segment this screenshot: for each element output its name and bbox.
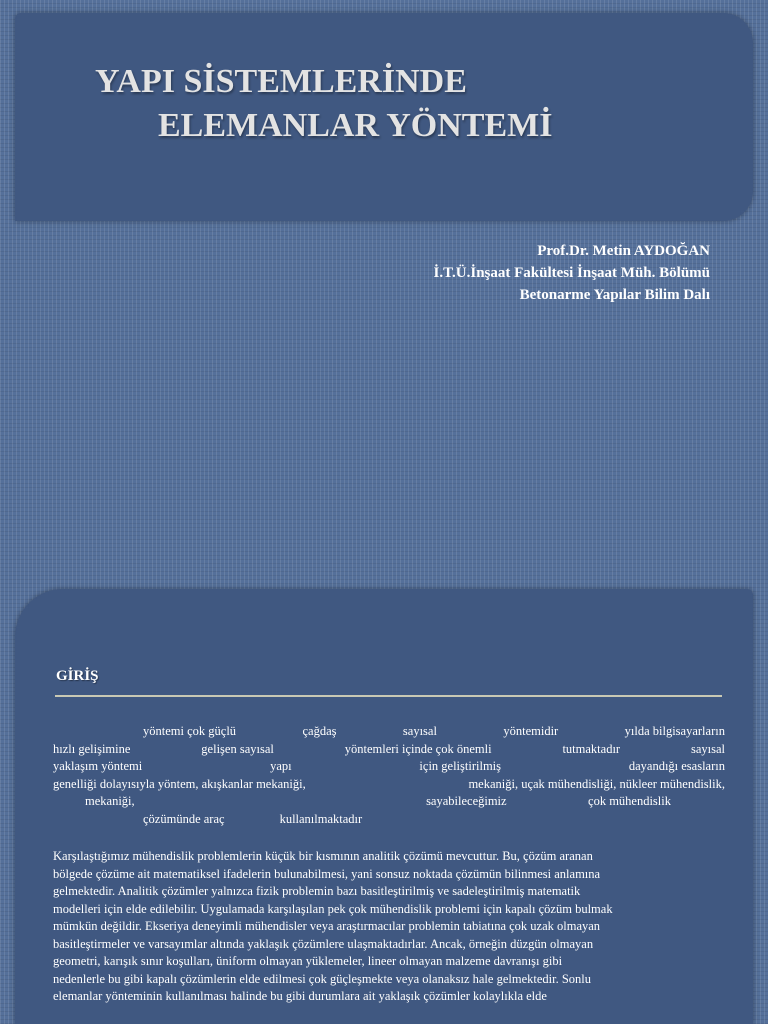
- slide-title: [95, 60, 553, 148]
- text-fragment: çağdaş: [302, 724, 337, 738]
- paragraph-line: [53, 741, 725, 759]
- text-fragment: kullanılmaktadır: [279, 811, 363, 826]
- intro-paragraph: [53, 723, 725, 828]
- text-fragment: genelliği dolayısıyla yöntem, akışkanlar mekaniği,: [53, 776, 306, 791]
- text-fragment: çok mühendislik: [588, 794, 671, 808]
- text-fragment: mekaniği,: [85, 794, 135, 808]
- paragraph-line: [53, 758, 725, 776]
- author-block: [434, 240, 710, 306]
- text-fragment: yaklaşım yöntemi: [53, 759, 143, 773]
- text-fragment: mekaniği, uçak mühendisliği, nükleer mühendislik,: [468, 776, 725, 791]
- paragraph-line: Karşılaştığımız mühendislik problemlerin küçük bir kısmının analitik çözümü mevcuttur. Bu, çözüm aranan: [53, 849, 593, 863]
- paragraph-line: basitleştirmeler ve varsayımlar altında yaklaşık çözümlere ulaşmaktadırlar. Ancak, örneğin düzgün olmayan: [53, 936, 594, 951]
- paragraph-line: [53, 776, 725, 794]
- paragraph-line: nedenlerle bu gibi kapalı çözümlerin elde edilmesi çok güçleşmekte veya olanaksız hale gelmektedir. Sonlu: [53, 971, 592, 986]
- text-fragment: sayabileceğimiz: [426, 794, 507, 808]
- text-fragment: sayısal: [690, 741, 725, 756]
- text-fragment: için geliştirilmiş: [419, 759, 502, 773]
- heading-divider: [55, 695, 722, 697]
- paragraph-line: geometri, karışık sınır koşulları, üniform olmayan yüklemeler, lineer olmayan malzeme davranışı gibi: [53, 954, 563, 968]
- paragraph-line: bölgede çözüme ait matematiksel ifadelerin bulunabilmesi, yani sonsuz noktada çözümün bilinmesi anlamına: [53, 866, 601, 881]
- paragraph-line: gelmektedir. Analitik çözümler yalnızca fizik problemin bazı basitleştirilmiş ve sadeleştirilmiş matematik: [53, 884, 581, 898]
- text-fragment: yılda bilgisayarların: [624, 724, 725, 738]
- text-fragment: çözümünde araç: [143, 811, 225, 826]
- text-fragment: yöntemidir: [503, 724, 559, 738]
- text-fragment: yöntemi çok güçlü: [143, 724, 237, 738]
- text-fragment: hızlı gelişimine: [53, 741, 131, 756]
- text-fragment: gelişen sayısal: [201, 741, 274, 756]
- section-heading: GİRİŞ: [56, 668, 99, 684]
- paragraph-line: [53, 723, 725, 741]
- paragraph-line: [53, 793, 725, 811]
- body-paragraph: [53, 848, 725, 1006]
- paragraph-line: modelleri için elde edilebilir. Uygulamada karşılaşılan pek çok mühendislik problemi için kapalı çözüm bulmak: [53, 901, 613, 916]
- paragraph-line: mümkün değildir. Ekseriya deneyimli mühendisler veya araştırmacılar problemin tabiatına çok uzak olmayan: [53, 919, 601, 933]
- text-fragment: yapı: [270, 759, 292, 773]
- author-faculty: İ.T.Ü.İnşaat Fakültesi İnşaat Müh. Bölümü: [433, 265, 710, 281]
- text-fragment: dayandığı esasların: [628, 759, 725, 773]
- text-fragment: sayısal: [402, 724, 437, 738]
- paragraph-line: elemanlar yönteminin kullanılması halinde bu gibi durumlara ait yaklaşık çözümler kolaylıkla elde: [53, 989, 547, 1003]
- title-line-1: YAPI SİSTEMLERİNDE: [95, 63, 467, 100]
- text-fragment: yöntemleri içinde çok önemli: [344, 741, 492, 756]
- text-fragment: tutmaktadır: [562, 741, 621, 756]
- title-line-2: ELEMANLAR YÖNTEMİ: [158, 107, 553, 144]
- author-department: Betonarme Yapılar Bilim Dalı: [519, 287, 710, 303]
- author-name: Prof.Dr. Metin AYDOĞAN: [537, 243, 710, 259]
- paragraph-line: [53, 811, 725, 829]
